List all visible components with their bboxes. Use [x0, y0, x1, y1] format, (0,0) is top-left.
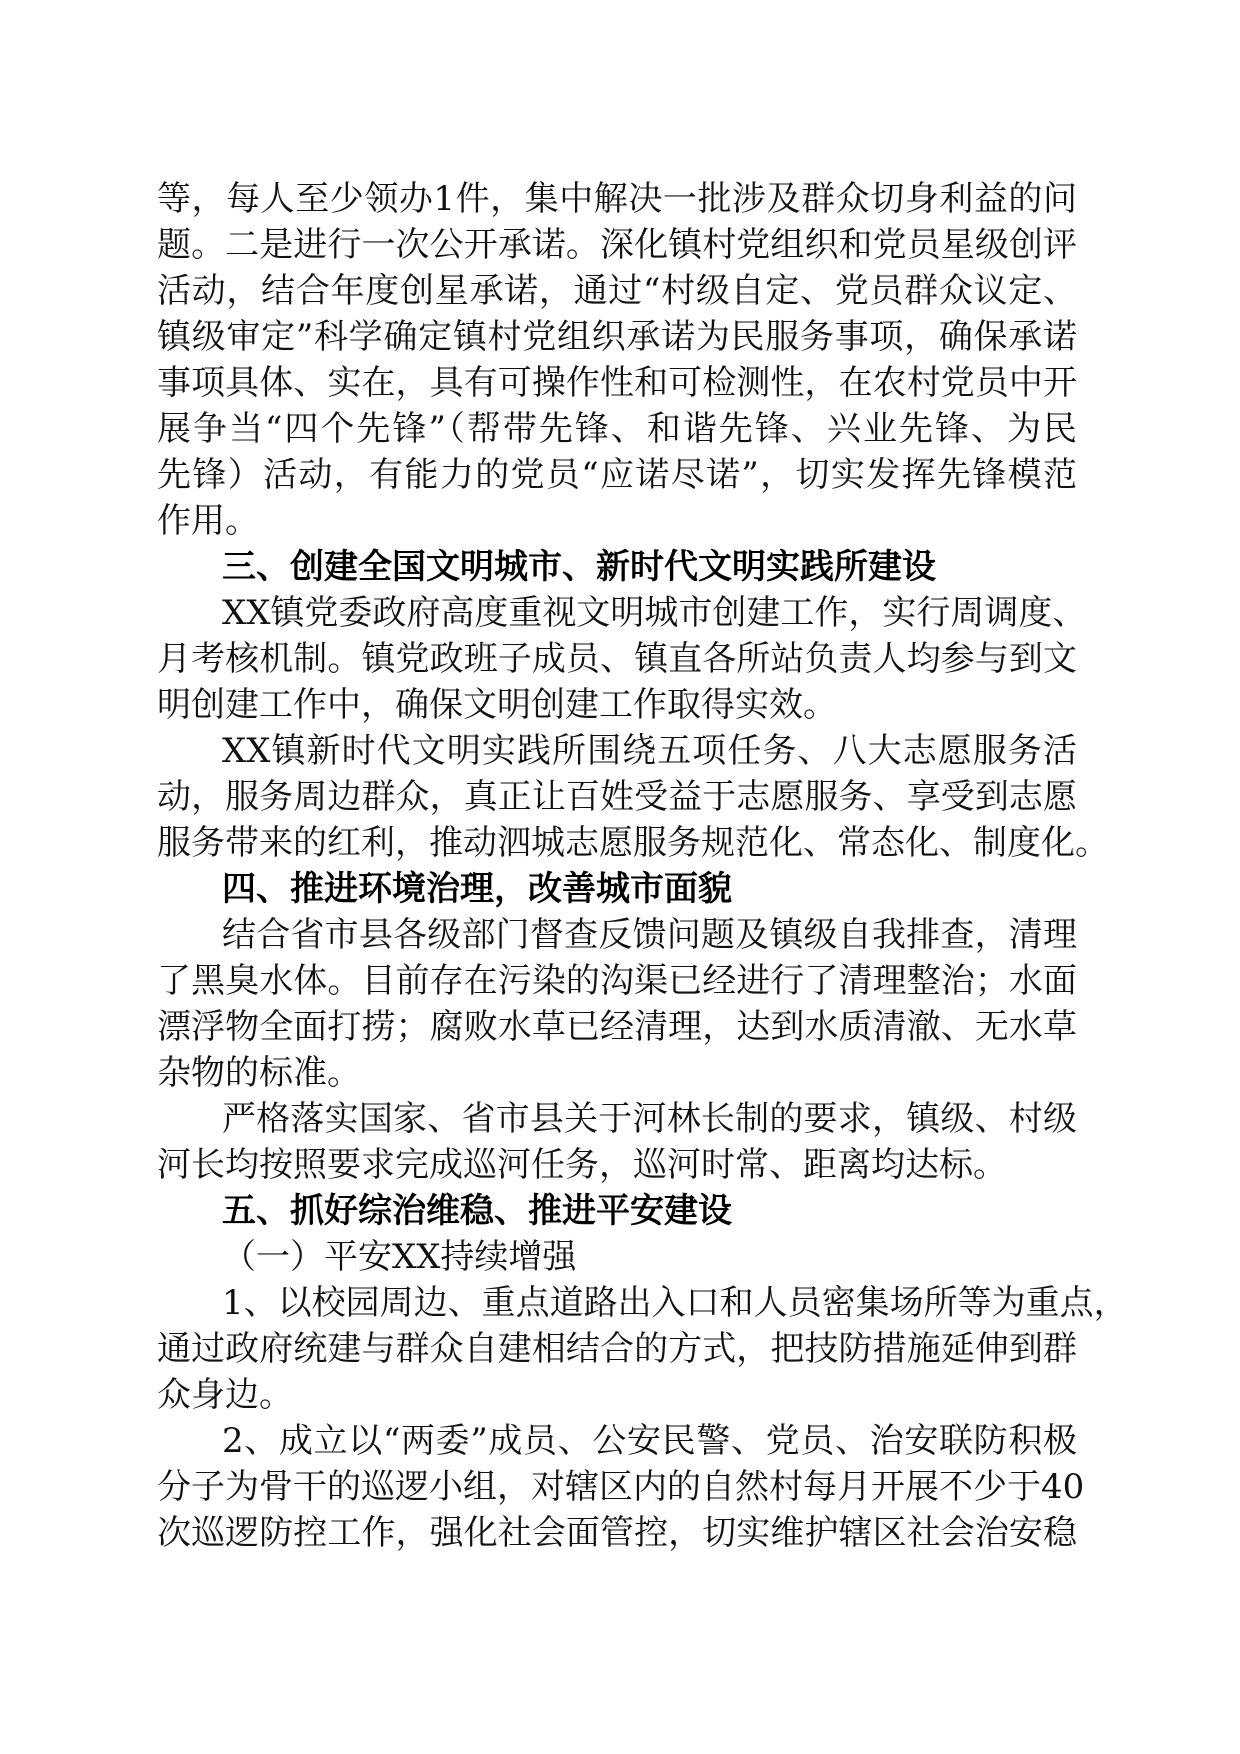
body-text-line: 河长均按照要求完成巡河任务，巡河时常、距离均达标。: [157, 1145, 1007, 1185]
body-text-line: XX镇新时代文明实践所围绕五项任务、八大志愿服务活: [222, 731, 1077, 771]
body-text-line: 镇级审定”科学确定镇村党组织承诺为民服务事项，确保承诺: [157, 317, 1077, 357]
body-text-line: 明创建工作中，确保文明创建工作取得实效。: [157, 685, 837, 725]
section-heading-3: 三、创建全国文明城市、新时代文明实践所建设: [222, 547, 936, 587]
section-heading-4: 四、推进环境治理，改善城市面貌: [222, 869, 732, 909]
section-heading-5: 五、抓好综治维稳、推进平安建设: [222, 1191, 732, 1231]
body-text-line: 作用。: [157, 501, 259, 541]
body-text-line: 严格落实国家、省市县关于河林长制的要求，镇级、村级: [222, 1099, 1077, 1139]
body-text-line: 事项具体、实在，具有可操作性和可检测性，在农村党员中开: [157, 363, 1077, 403]
body-text-line: 题。二是进行一次公开承诺。深化镇村党组织和党员星级创评: [157, 225, 1077, 265]
body-text-line: 先锋）活动，有能力的党员“应诺尽诺”，切实发挥先锋模范: [157, 455, 1077, 495]
body-text-line: 月考核机制。镇党政班子成员、镇直各所站负责人均参与到文: [157, 639, 1077, 679]
body-text-line: 等，每人至少领办1件，集中解决一批涉及群众切身利益的问: [157, 179, 1077, 219]
subsection-heading-1: （一）平安XX持续增强: [222, 1237, 577, 1277]
body-text-line: 众身边。: [157, 1375, 293, 1415]
body-text-line: 杂物的标准。: [157, 1053, 361, 1093]
body-text-line: 活动，结合年度创星承诺，通过“村级自定、党员群众议定、: [157, 271, 1077, 311]
body-text-line: 了黑臭水体。目前存在污染的沟渠已经进行了清理整治；水面: [157, 961, 1077, 1001]
body-text-line: 1、以校园周边、重点道路出入口和人员密集场所等为重点，: [222, 1283, 1128, 1323]
body-text-line: 动，服务周边群众，真正让百姓受益于志愿服务、享受到志愿: [157, 777, 1077, 817]
body-text-line: 漂浮物全面打捞；腐败水草已经清理，达到水质清澈、无水草: [157, 1007, 1077, 1047]
body-text-line: 2、成立以“两委”成员、公安民警、党员、治安联防积极: [222, 1421, 1077, 1461]
body-text-line: 服务带来的红利，推动泗城志愿服务规范化、常态化、制度化。: [157, 823, 1109, 863]
body-text-line: XX镇党委政府高度重视文明城市创建工作，实行周调度、: [222, 593, 1087, 633]
body-text-line: 次巡逻防控工作，强化社会面管控，切实维护辖区社会治安稳: [157, 1513, 1077, 1553]
body-text-line: 通过政府统建与群众自建相结合的方式，把技防措施延伸到群: [157, 1329, 1077, 1369]
body-text-line: 展争当“四个先锋”（帮带先锋、和谐先锋、兴业先锋、为民: [157, 409, 1077, 449]
body-text-line: 结合省市县各级部门督查反馈问题及镇级自我排查，清理: [222, 915, 1077, 955]
body-text-line: 分子为骨干的巡逻小组，对辖区内的自然村每月开展不少于40: [157, 1467, 1085, 1507]
